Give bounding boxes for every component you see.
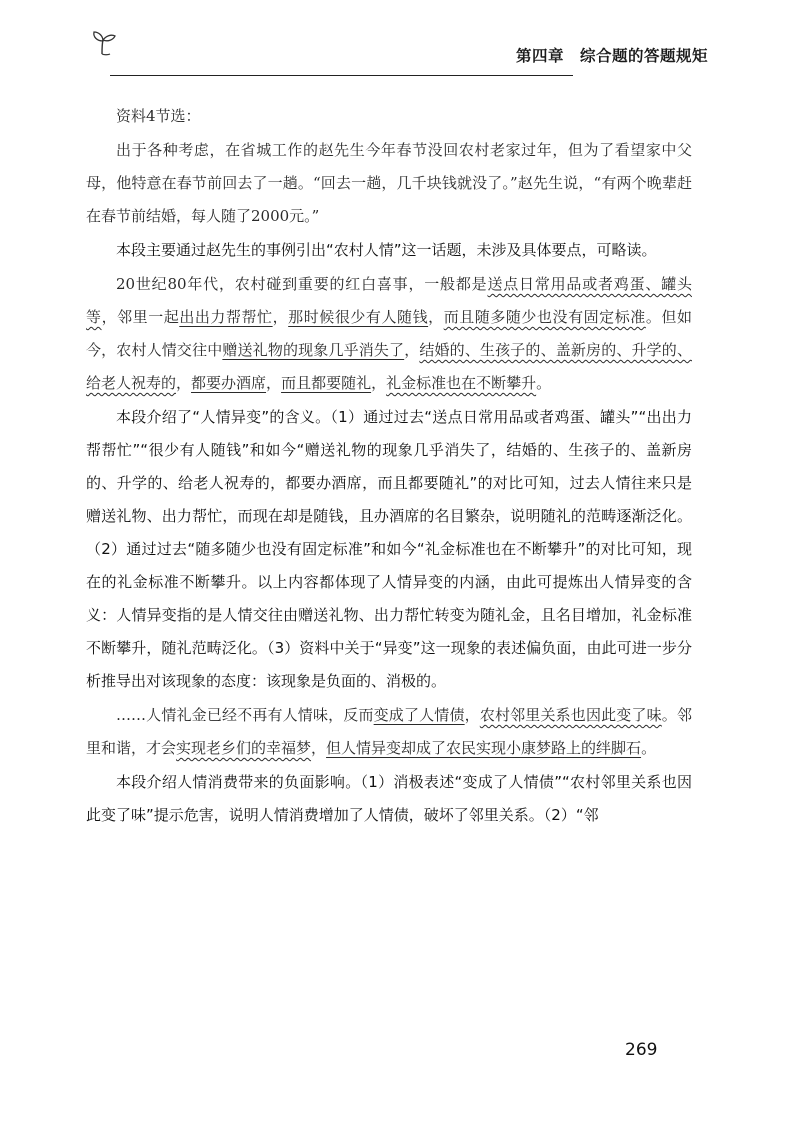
- analysis-paragraph-2: 本段介绍了“人情异变”的含义。（1）通过过去“送点日常用品或者鸡蛋、罐头”“出出力帮帮忙”“很少有人随钱”和如今“赠送礼物的现象几乎消失了，结婚的、生孩子的、盖新房的、升学的、给老人祝寿的，都要办酒席，而且都要随礼”的对比可知，过去人情往来只是赠送礼物、出力帮忙，而现在却是随钱，且办酒席的名目繁杂，说明随礼的范畴逐渐泛化。（2）通过过去“随多随少也没有固定标准”和如今“礼金标准也在不断攀升”的对比可知，现在的礼金标准不断攀升。以上内容都体现了人情异变的内涵，由此可提炼出人情异变的含义：人情异变指的是人情交往由赠送礼物、出力帮忙转变为随礼金，且名目增加，礼金标准不断攀升，随礼范畴泛化。（3）资料中关于“异变”这一现象的表述偏负面，由此可进一步分析推导出对该现象的态度：该现象是负面的、消极的。: [86, 408, 692, 690]
- page-number: 269: [625, 1040, 658, 1060]
- underlined-text: 都要办酒席: [191, 374, 267, 392]
- text-run: 。: [536, 374, 552, 392]
- text-run: ，: [404, 341, 420, 359]
- chapter-number: 第四章: [515, 47, 564, 65]
- chapter-heading: [516, 44, 708, 66]
- text-run: 。但如今，农村人情交往中: [86, 308, 692, 359]
- analysis-paragraph-3: 本段介绍人情消费带来的负面影响。（1）消极表述“变成了人情债”“农村邻里关系也因此变了味”提示危害，说明人情消费增加了人情债，破坏了邻里关系。（2）“邻: [86, 773, 692, 824]
- text-run: 。邻里和谐，才会: [86, 706, 692, 757]
- material-paragraph-1: 出于各种考虑，在省城工作的赵先生今年春节没回农村老家过年，但为了看望家中父母，他特意在春节前回去了一趟。“回去一趟，几千块钱就没了。”赵先生说，“有两个晚辈赶在春节前结婚，每人随了2000元。”: [86, 141, 692, 225]
- underlined-text: 变成了人情债: [373, 706, 465, 724]
- page-header: [88, 28, 708, 68]
- sprout-icon: [88, 28, 118, 58]
- wavy-underlined-text: 送点日常用品或者鸡蛋、罐头等: [86, 275, 692, 326]
- underlined-text: 但人情异变却成了农民实现小康梦路上的绊脚石: [326, 739, 642, 757]
- wavy-underlined-text: 礼金标准也在不断攀升: [386, 374, 537, 392]
- underlined-text: 出出力帮帮忙: [179, 308, 273, 326]
- text-run: ，: [371, 374, 387, 392]
- text-run: 。: [641, 739, 657, 757]
- underlined-text: 而且都要随礼: [281, 374, 372, 392]
- text-run: ，: [176, 374, 192, 392]
- header-rule: [110, 75, 573, 76]
- chapter-title: 综合题的答题规矩: [579, 47, 708, 65]
- underlined-text: 那时候很少有人随钱: [288, 308, 429, 326]
- text-run: 20世纪80年代，农村碰到重要的红白喜事，一般都是: [116, 275, 488, 293]
- underlined-text: 赠送礼物的现象几乎消失了: [222, 341, 405, 359]
- text-run: ，: [266, 374, 282, 392]
- page-body: [86, 100, 692, 833]
- wavy-underlined-text: 农村邻里关系也因此变了味: [479, 706, 662, 724]
- text-run: ，: [464, 706, 480, 724]
- wavy-underlined-text: 而且随多随少也没有固定标准: [443, 308, 646, 326]
- text-run: ，: [428, 308, 444, 326]
- material-paragraph-3: [86, 699, 692, 765]
- text-run: ……人情礼金已经不再有人情味，反而: [116, 706, 374, 724]
- wavy-underlined-text: 结婚的、生孩子的、盖新房的、升学的、给老人祝寿的: [86, 341, 692, 392]
- material-paragraph-2: [86, 268, 692, 400]
- material-label: 资料4节选：: [116, 107, 201, 125]
- text-run: ，: [311, 739, 327, 757]
- analysis-paragraph-1: 本段主要通过赵先生的事例引出“农村人情”这一话题，未涉及具体要点，可略读。: [116, 241, 657, 259]
- text-run: ，邻里一起: [101, 308, 180, 326]
- text-run: ，: [272, 308, 289, 326]
- wavy-underlined-text: 实现老乡们的幸福梦: [176, 739, 312, 757]
